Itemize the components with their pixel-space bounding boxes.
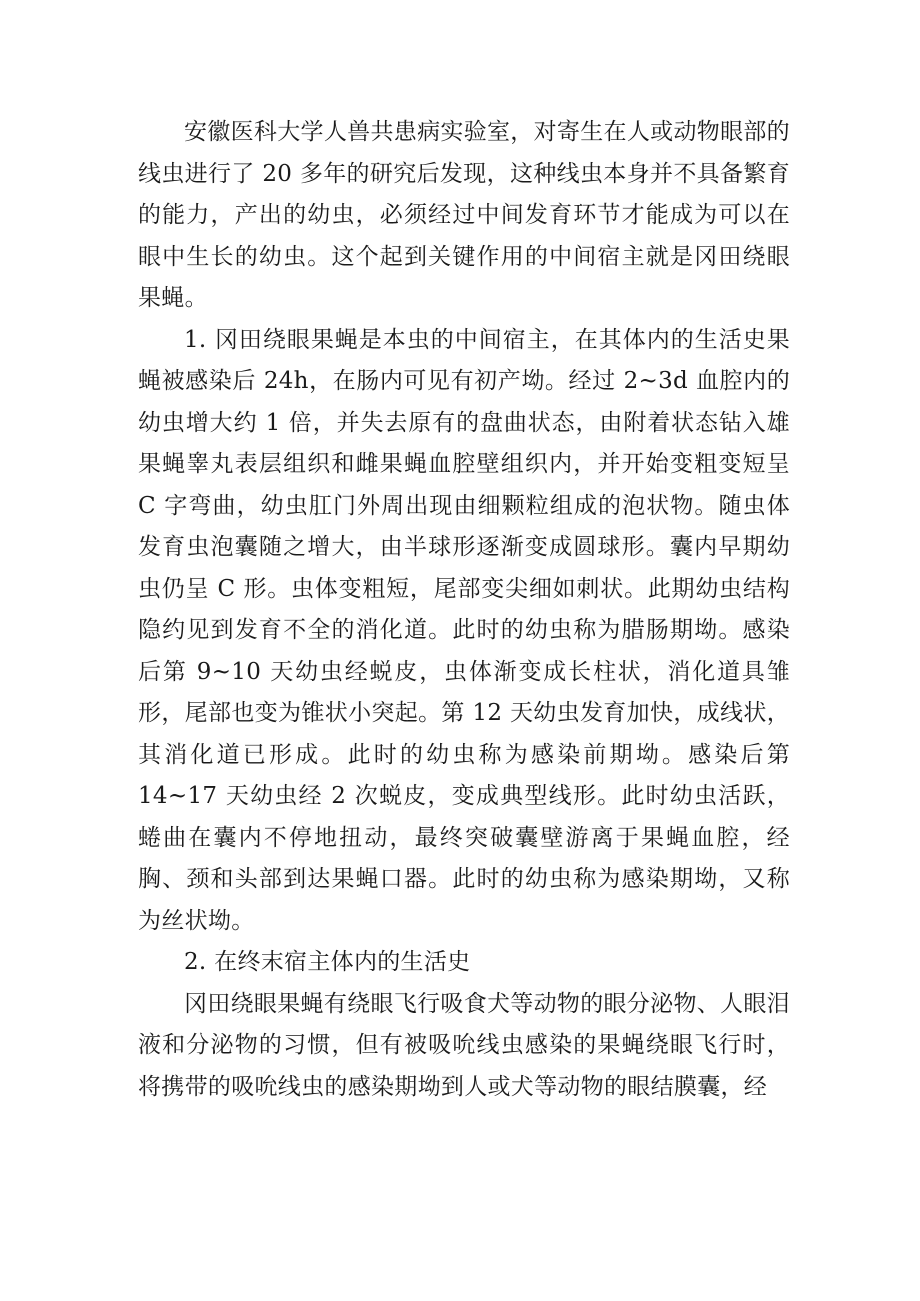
paragraph-final-host: 冈田绕眼果蝇有绕眼飞行吸食犬等动物的眼分泌物、人眼泪液和分泌物的习惯，但有被吸吮线虫感染的果蝇绕眼飞行时，将携带的吸吮线虫的感染期坳到人或犬等动物的眼结膜囊，经 [138, 990, 790, 1100]
section-heading-final-host: 2. 在终末宿主体内的生活史 [184, 949, 471, 975]
document-body [138, 112, 790, 1108]
paragraph-intermediate-host: 1. 冈田绕眼果蝇是本虫的中间宿主，在其体内的生活史果蝇被感染后 24h，在肠内可见有初产坳。经过 2~3d 血腔内的幼虫增大约 1 倍，并失去原有的盘曲状态，由附着状态钻入雄果蝇睾丸表层组织和雌果蝇血腔壁组织内，并开始变粗变短呈 C 字弯曲，幼虫肛门外周出现由细颗粒组成的泡状物。随虫体发育虫泡囊随之增大，由半球形逐渐变成圆球形。囊内早期幼虫仍呈 C 形。虫体变粗短，尾部变尖细如刺状。此期幼虫结构隐约见到发育不全的消化道。此时的幼虫称为腊肠期坳。感染后第 9~10 天幼虫经蜕皮，虫体渐变成长柱状，消化道具雏形，尾部也变为锥状小突起。第 12 天幼虫发育加快，成线状，其消化道已形成。此时的幼虫称为感染前期坳。感染后第 14~17 天幼虫经 2 次蜕皮，变成典型线形。此时幼虫活跃，蜷曲在囊内不停地扭动，最终突破囊壁游离于果蝇血腔，经胸、颈和头部到达果蝇口器。此时的幼虫称为感染期坳，又称为丝状坳。 [138, 326, 790, 934]
paragraph-intro: 安徽医科大学人兽共患病实验室，对寄生在人或动物眼部的线虫进行了 20 多年的研究后发现，这种线虫本身并不具备繁育的能力，产出的幼虫，必须经过中间发育环节才能成为可以在眼中生长的幼虫。这个起到关键作用的中间宿主就是冈田绕眼果蝇。 [138, 119, 790, 311]
